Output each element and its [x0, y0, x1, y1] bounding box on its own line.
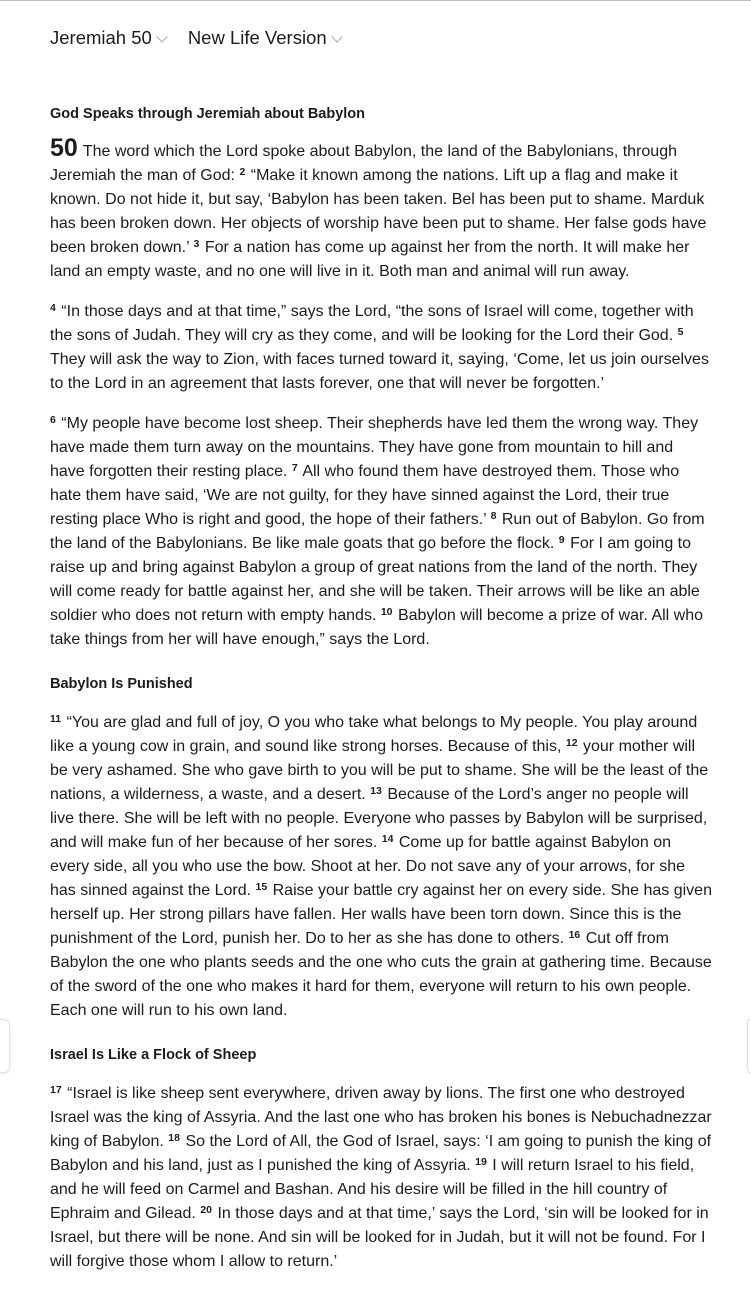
reader-header: [50, 27, 363, 49]
verse-number: 14: [381, 833, 394, 845]
verse-paragraph: [50, 412, 712, 652]
verse-number: 15: [255, 881, 268, 893]
top-border: [0, 0, 751, 1]
verse-text: For I am going to raise up and bring against Babylon a group of great nations from the land of the north. They will come ready for battle against her, and she will be taken. Their arrows will be like an able soldier who does not return with empty hands.: [50, 535, 700, 624]
verse-text: “My people have become lost sheep. Their shepherds have led them the wrong way. They have made them turn away on the mountains. They have gone from mountain to hill and have forgotten their resting place.: [50, 415, 699, 480]
verse-text: I will return Israel to his field, and he will feed on Carmel and Bashan. And his desire will be filled in the hill country of Ephraim and Gilead.: [50, 1157, 695, 1222]
verse-number: 17: [50, 1084, 62, 1096]
verse-number: 10: [380, 606, 393, 618]
verse-number: 16: [568, 929, 581, 941]
verse-paragraph: [50, 1082, 712, 1274]
verse-text: “In those days and at that time,” says the Lord, “the sons of Israel will come, together with the sons of Judah. They will cry as they come, and will be looking for the Lord their God.: [50, 303, 694, 344]
verse-text: They will ask the way to Zion, with faces turned toward it, saying, ‘Come, let us join ourselves to the Lord in an agreement that lasts forever, one that will never be forgotten.’: [50, 351, 709, 392]
verse-number: 19: [475, 1156, 487, 1168]
verse-text: Cut off from Babylon the one who plants seeds and the one who cuts the grain at gathering time. Because of the sword of the one who makes it hard for them, everyone will return to his own people. Each one will run to his own land.: [50, 930, 712, 1019]
verse-number: 18: [168, 1132, 180, 1144]
verse-text: For a nation has come up against her from the north. It will make her land an empty waste, and no one will live in it. Both man and animal will run away.: [50, 239, 690, 280]
chapter-content: [50, 105, 712, 1274]
verse-text: Come up for battle against Babylon on every side, all you who use the bow. Shoot at her. Do not save any of your arrows, for she has sinned against the Lord.: [50, 834, 686, 899]
section-heading: God Speaks through Jeremiah about Babylon: [50, 106, 366, 122]
verse-number: 2: [239, 166, 246, 178]
verse-text: “You are glad and full of joy, O you who take what belongs to My people. You play around like a young cow in grain, and sound like strong horses. Because of this,: [50, 714, 698, 755]
verse-number: 3: [193, 238, 200, 250]
version-selector[interactable]: [188, 27, 341, 49]
verse-text: Run out of Babylon. Go from the land of the Babylonians. Be like male goats that go before the flock.: [50, 511, 705, 552]
verse-number: 20: [200, 1204, 212, 1216]
chevron-down-icon: [156, 31, 167, 42]
previous-chapter-button[interactable]: [0, 1019, 10, 1073]
verse-text: your mother will be very ashamed. She who gave birth to you will be put to shame. She will be the least of the nations, a wilderness, a waste, and a desert.: [50, 738, 709, 803]
verse-paragraph: [50, 711, 712, 1023]
verse-text: In those days and at that time,’ says the Lord, ‘sin will be looked for in Israel, but there will be none. And sin will be looked for in Judah, but it will not be found. For I will forgive those whom I allow to return.’: [50, 1205, 709, 1270]
verse-paragraph: [50, 300, 712, 396]
verse-text: “Israel is like sheep sent everywhere, driven away by lions. The first one who destroyed Israel was the king of Assyria. And the last one who has broken his bones is Nebuchadnezzar king of Babylon.: [50, 1085, 712, 1150]
next-chapter-button[interactable]: [747, 1019, 751, 1073]
verse-number: 5: [677, 326, 684, 338]
verse-paragraph: [50, 134, 712, 284]
verse-text: Because of the Lord’s anger no people will live there. She will be left with no people. Everyone who passes by Babylon will be surprised, and will make fun of her because of her sores.: [50, 786, 708, 851]
chevron-down-icon: [331, 31, 342, 42]
verse-number: 9: [558, 534, 565, 546]
verse-number: 4: [50, 302, 56, 314]
verse-number: 8: [490, 510, 497, 522]
version-label: New Life Version: [187, 27, 327, 48]
verse-text: “Make it known among the nations. Lift up a flag and make it known. Do not hide it, but say, ‘Babylon has been taken. Bel has been put to shame. Marduk has been broken down. Her objects of worship have been put to shame. Her false gods have been broken down.’: [50, 167, 707, 256]
verse-number: 11: [50, 713, 62, 725]
verse-text: So the Lord of All, the God of Israel, says: ‘I am going to punish the king of Babylon and his land, just as I punished the king of Assyria.: [50, 1133, 712, 1174]
book-chapter-label: Jeremiah 50: [50, 27, 152, 48]
verse-number: 12: [565, 737, 578, 749]
book-chapter-selector[interactable]: [50, 27, 166, 49]
chapter-number: 50: [50, 134, 78, 162]
section-heading: Israel Is Like a Flock of Sheep: [50, 1047, 257, 1063]
verse-number: 6: [50, 414, 56, 426]
verse-number: 13: [370, 785, 382, 797]
verse-text: All who found them have destroyed them. Those who hate them have said, ‘We are not guilty, for they have sinned against the Lord, their true resting place Who is right and good, the hope of their fathers.’: [50, 463, 680, 528]
section-heading: Babylon Is Punished: [50, 676, 193, 692]
verse-text: Babylon will become a prize of war. All who take things from her will have enough,” says the Lord.: [50, 607, 704, 648]
verse-number: 7: [291, 462, 298, 474]
verse-text: Raise your battle cry against her on every side. She has given herself up. Her strong pillars have fallen. Her walls have been torn down. Since this is the punishment of the Lord, punish her. Do to her as she has done to others.: [50, 882, 712, 947]
verse-text: The word which the Lord spoke about Babylon, the land of the Babylonians, through Jeremiah the man of God:: [50, 143, 677, 184]
